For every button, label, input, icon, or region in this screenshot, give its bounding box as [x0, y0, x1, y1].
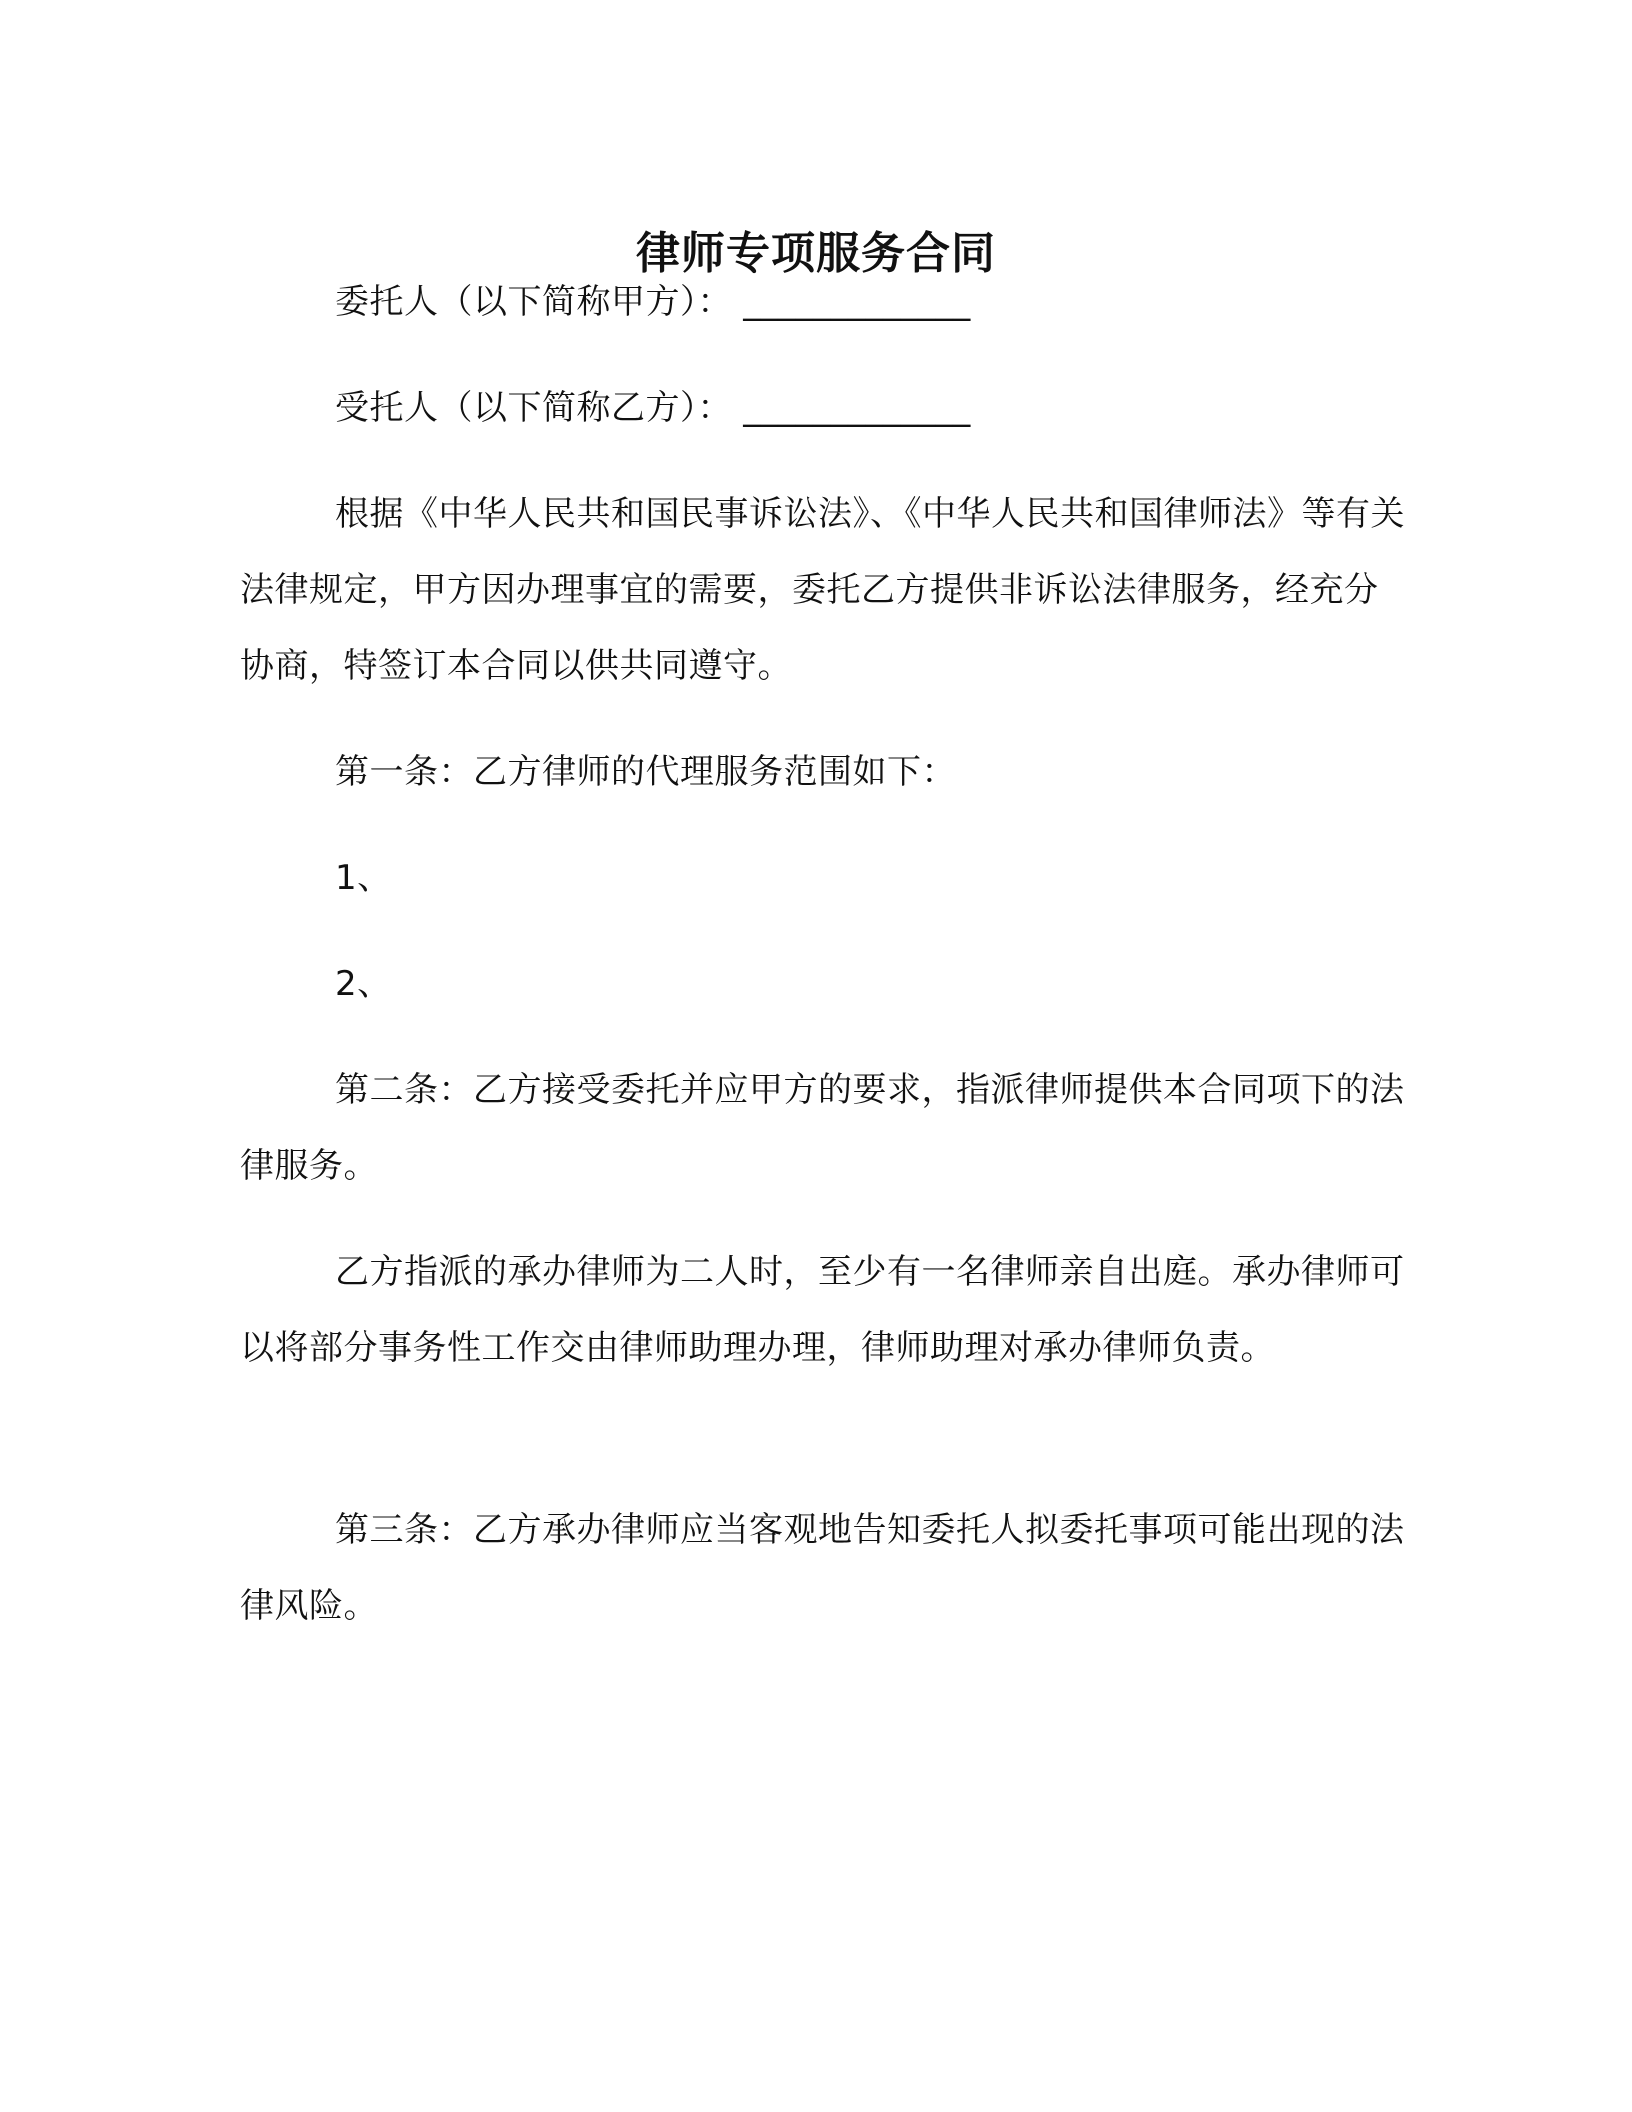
client-line: 委托人（以下简称甲方）： _____________ — [335, 282, 971, 322]
scope-item-1: 1、 — [335, 858, 392, 898]
article-two-paragraph: 第二条：乙方接受委托并应甲方的要求，指派律师提供本合同项下的法律服务。 — [240, 1070, 1405, 1186]
scope-item-2: 2、 — [335, 964, 392, 1004]
trustee-line: 受托人（以下简称乙方）： _____________ — [335, 388, 971, 428]
document-title: 律师专项服务合同 — [636, 228, 996, 279]
lawyer-assignment-paragraph: 乙方指派的承办律师为二人时，至少有一名律师亲自出庭。承办律师可以将部分事务性工作交由律师助理办理，律师助理对承办律师负责。 — [240, 1252, 1405, 1368]
preamble-paragraph: 根据《中华人民共和国民事诉讼法》、《中华人民共和国律师法》等有关法律规定，甲方因办理事宜的需要，委托乙方提供非诉讼法律服务，经充分协商，特签订本合同以供共同遵守。 — [240, 494, 1405, 686]
article-three-paragraph: 第三条：乙方承办律师应当客观地告知委托人拟委托事项可能出现的法律风险。 — [240, 1510, 1405, 1626]
article-one-heading: 第一条：乙方律师的代理服务范围如下： — [335, 752, 956, 792]
